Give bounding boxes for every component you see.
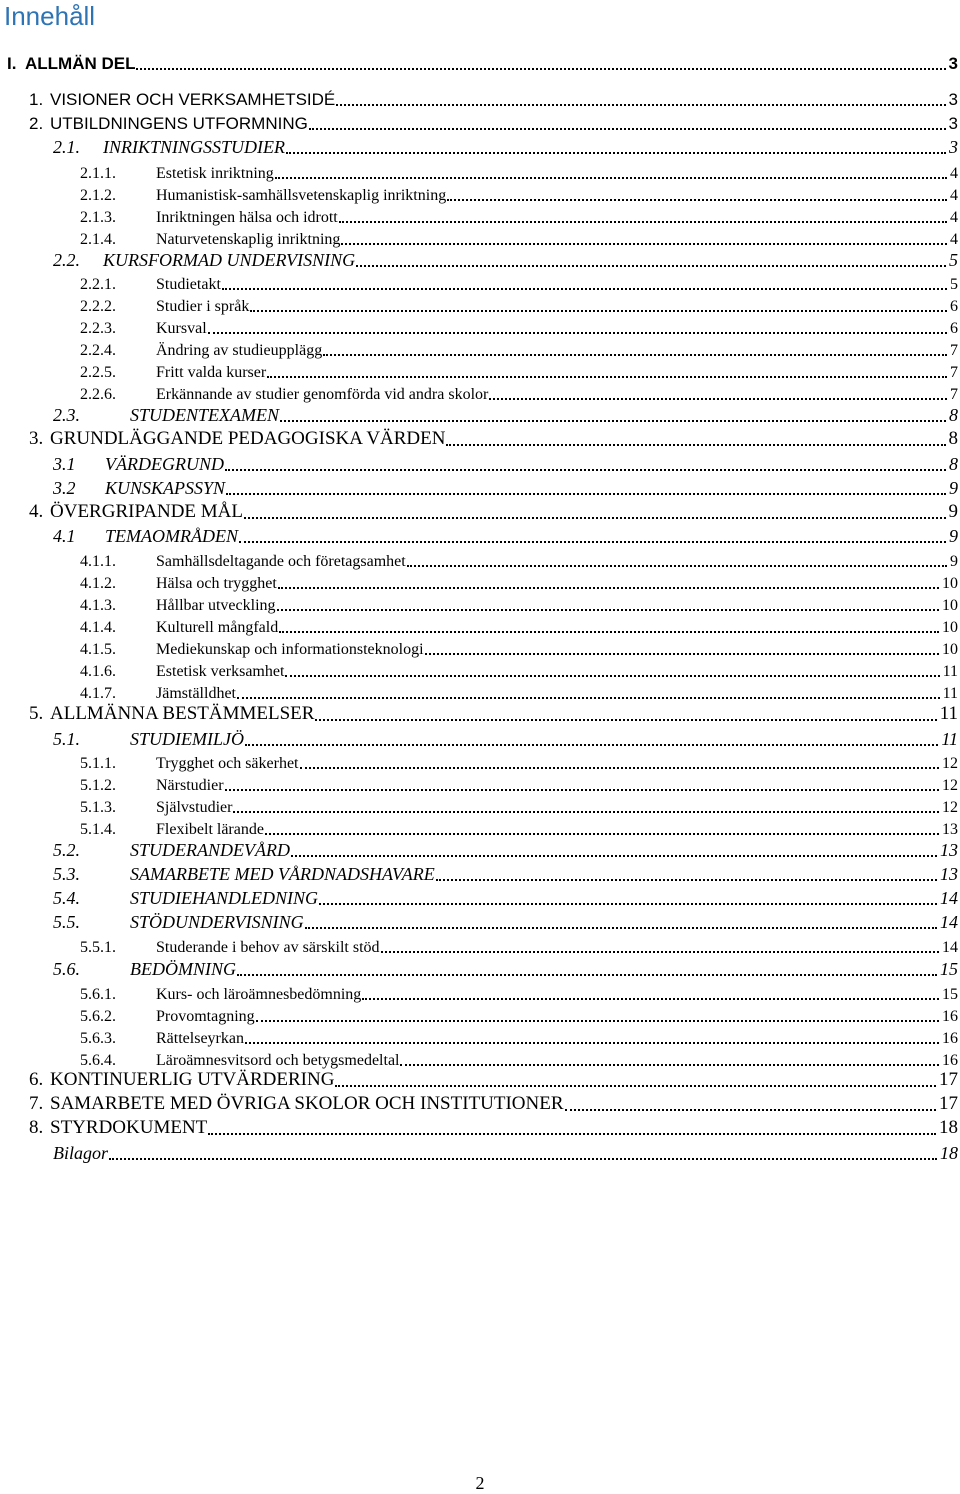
toc-entry-page: 15 xyxy=(942,986,958,1003)
toc-entry-page: 8 xyxy=(949,454,958,474)
toc-entry-number: 5.6. xyxy=(53,959,80,979)
toc-entry-page: 3 xyxy=(949,137,958,157)
toc-entry-page: 11 xyxy=(939,703,958,724)
toc-entry-title: Kulturell mångfald xyxy=(156,619,279,636)
toc-entry-number: 2.1. xyxy=(53,137,80,157)
toc-entry-page: 12 xyxy=(942,799,958,816)
toc-dot-leader xyxy=(225,469,946,471)
toc-entry-page: 4 xyxy=(950,165,958,182)
toc-entry-number: 5.1.2. xyxy=(80,777,116,794)
toc-entry-title: Studietakt xyxy=(156,276,221,293)
toc-entry[interactable] xyxy=(53,525,958,547)
toc-dot-leader xyxy=(265,833,939,835)
toc-dot-leader xyxy=(280,420,946,422)
toc-entry-number: 2.1.2. xyxy=(80,187,116,204)
toc-dot-leader xyxy=(309,128,946,130)
toc-entry-page: 9 xyxy=(950,553,958,570)
toc-dot-leader xyxy=(341,243,947,245)
toc-entry-title: Ändring av studieupplägg xyxy=(156,342,323,359)
toc-dot-leader xyxy=(267,376,947,378)
toc-entry-page: 14 xyxy=(940,888,958,908)
toc-entry-title: KURSFORMAD UNDERVISNING xyxy=(103,250,356,270)
toc-entry-title: KONTINUERLIG UTVÄRDERING xyxy=(50,1069,335,1090)
toc-entry[interactable] xyxy=(80,659,958,681)
toc-dot-leader xyxy=(400,1064,939,1066)
toc-entry-title: Samhällsdeltagande och företagsamhet xyxy=(156,553,406,570)
toc-entry[interactable] xyxy=(80,294,958,316)
toc-entry-title: Kurs- och läroämnesbedömning xyxy=(156,986,362,1003)
toc-entry[interactable] xyxy=(53,404,958,426)
toc-entry-title: INRIKTNINGSSTUDIER xyxy=(103,137,286,157)
toc-entry[interactable] xyxy=(29,703,958,725)
toc-entry[interactable] xyxy=(53,958,958,980)
toc-entry-number: 3.2 xyxy=(53,478,76,498)
toc-dot-leader xyxy=(565,1109,936,1111)
toc-dot-leader xyxy=(239,541,946,543)
toc-dot-leader xyxy=(277,609,939,611)
toc-entry-page: 16 xyxy=(942,1052,958,1069)
toc-entry-title: Trygghet och säkerhet xyxy=(156,755,299,772)
toc-entry[interactable] xyxy=(80,183,958,205)
toc-entry-page: 8 xyxy=(949,405,958,425)
toc-entry-page: 6 xyxy=(950,298,958,315)
toc-entry-page: 3 xyxy=(948,54,958,73)
toc-entry-number: 4.1.1. xyxy=(80,553,116,570)
toc-entry-title: Studier i språk xyxy=(156,298,250,315)
toc-entry-page: 11 xyxy=(941,729,958,749)
toc-entry[interactable] xyxy=(53,1142,958,1164)
toc-entry[interactable] xyxy=(53,839,958,861)
toc-entry[interactable] xyxy=(80,272,958,294)
toc-entry-number: 1. xyxy=(29,90,44,109)
toc-dot-leader xyxy=(425,653,939,655)
toc-entry-title: Erkännande av studier genomförda vid andra skolor xyxy=(156,386,489,403)
toc-entry[interactable] xyxy=(80,773,958,795)
toc-entry-title: Jämställdhet xyxy=(156,685,236,702)
toc-entry-number: 2.2.5. xyxy=(80,364,116,381)
toc-entry-number: 2.2.2. xyxy=(80,298,116,315)
toc-entry-page: 10 xyxy=(942,597,958,614)
toc-entry-number: 5.4. xyxy=(53,888,80,908)
toc-dot-leader xyxy=(225,789,939,791)
toc-entry-page: 14 xyxy=(940,912,958,932)
toc-entry-number: 5.6.3. xyxy=(80,1030,116,1047)
toc-entry[interactable] xyxy=(80,817,958,839)
toc-entry[interactable] xyxy=(80,1004,958,1026)
toc-entry[interactable] xyxy=(29,1117,958,1139)
toc-entry-title: STUDENTEXAMEN xyxy=(130,405,280,425)
toc-dot-leader xyxy=(489,398,947,400)
toc-entry-page: 17 xyxy=(939,1093,958,1114)
toc-entry-title: Studerande i behov av särskilt stöd xyxy=(156,939,380,956)
toc-entry-title: STUDIEMILJÖ xyxy=(130,729,244,749)
toc-entry-number: 4.1.3. xyxy=(80,597,116,614)
toc-entry-page: 6 xyxy=(950,320,958,337)
toc-heading: Innehåll xyxy=(4,1,96,31)
toc-dot-leader xyxy=(256,1020,939,1022)
toc-entry-title: Närstudier xyxy=(156,777,224,794)
toc-entry-title: GRUNDLÄGGANDE PEDAGOGISKA VÄRDEN xyxy=(50,428,446,449)
toc-entry-title: Kursval xyxy=(156,320,207,337)
toc-entry[interactable] xyxy=(80,982,958,1004)
toc-entry-title: Mediekunskap och informationsteknologi xyxy=(156,641,424,658)
toc-dot-leader xyxy=(336,104,945,106)
toc-dot-leader xyxy=(226,493,946,495)
toc-entry[interactable] xyxy=(80,681,958,703)
toc-dot-leader xyxy=(319,903,937,905)
toc-entry[interactable] xyxy=(80,549,958,571)
toc-entry[interactable] xyxy=(7,52,958,74)
toc-entry-page: 12 xyxy=(942,755,958,772)
toc-dot-leader xyxy=(279,631,939,633)
toc-entry-title: STUDIEHANDLEDNING xyxy=(130,888,319,908)
toc-entry-page: 7 xyxy=(950,342,958,359)
toc-entry[interactable] xyxy=(53,477,958,499)
toc-entry-title: Hållbar utveckling xyxy=(156,597,276,614)
toc-entry[interactable] xyxy=(80,1048,958,1070)
toc-entry[interactable] xyxy=(80,227,958,249)
toc-dot-leader xyxy=(233,811,939,813)
toc-entry-page: 13 xyxy=(940,864,958,884)
toc-entry-page: 16 xyxy=(942,1030,958,1047)
toc-dot-leader xyxy=(300,767,940,769)
toc-entry-title: Humanistisk-samhällsvetenskaplig inriktning xyxy=(156,187,447,204)
toc-entry-title: VISIONER OCH VERKSAMHETSIDÉ xyxy=(50,90,336,109)
toc-dot-leader xyxy=(250,310,947,312)
toc-entry-page: 9 xyxy=(948,501,958,522)
toc-entry-number: I. xyxy=(7,54,17,73)
toc-entry-number: 3.1 xyxy=(53,454,76,474)
toc-entry-number: 2. xyxy=(29,114,44,133)
toc-entry-title: KUNSKAPSSYN xyxy=(105,478,226,498)
toc-entry-number: 8. xyxy=(29,1117,44,1138)
toc-dot-leader xyxy=(208,1133,936,1135)
toc-dot-leader xyxy=(446,444,945,446)
toc-entry[interactable] xyxy=(53,911,958,933)
toc-entry[interactable] xyxy=(29,428,958,450)
toc-entry-page: 18 xyxy=(939,1117,958,1138)
toc-dot-leader xyxy=(275,177,947,179)
toc-entry-page: 10 xyxy=(942,619,958,636)
toc-entry-page: 13 xyxy=(942,821,958,838)
toc-entry-title: SAMARBETE MED VÅRDNADSHAVARE xyxy=(130,864,435,884)
toc-entry-number: 2.2.6. xyxy=(80,386,116,403)
toc-entry-title: ALLMÄNNA BESTÄMMELSER xyxy=(50,703,315,724)
toc-entry-title: VÄRDEGRUND xyxy=(105,454,224,474)
toc-dot-leader xyxy=(335,1085,936,1087)
toc-entry-title: Rättelseyrkan xyxy=(156,1030,244,1047)
toc-entry[interactable] xyxy=(80,1026,958,1048)
toc-entry-number: 5.5. xyxy=(53,912,80,932)
toc-entry-number: 5.1.4. xyxy=(80,821,116,838)
toc-entry-number: 7. xyxy=(29,1093,44,1114)
toc-entry-page: 13 xyxy=(940,840,958,860)
toc-entry-title: UTBILDNINGENS UTFORMNING xyxy=(50,114,308,133)
toc-entry-number: 5.1.3. xyxy=(80,799,116,816)
toc-entry-title: SAMARBETE MED ÖVRIGA SKOLOR OCH INSTITUTIONER xyxy=(50,1093,564,1114)
toc-dot-leader xyxy=(222,288,947,290)
toc-entry[interactable] xyxy=(80,615,958,637)
toc-entry-title: Provomtagning xyxy=(156,1008,255,1025)
toc-entry-page: 8 xyxy=(948,428,958,449)
toc-entry[interactable] xyxy=(29,1093,958,1115)
toc-entry-page: 3 xyxy=(948,90,958,109)
toc-dot-leader xyxy=(291,855,937,857)
toc-entry[interactable] xyxy=(53,453,958,475)
toc-entry-page: 10 xyxy=(942,575,958,592)
toc-entry-title: Naturvetenskaplig inriktning xyxy=(156,231,341,248)
toc-entry-page: 16 xyxy=(942,1008,958,1025)
toc-entry-title: BEDÖMNING xyxy=(130,959,236,979)
toc-entry-page: 4 xyxy=(950,231,958,248)
toc-dot-leader xyxy=(323,354,947,356)
toc-entry-number: 6. xyxy=(29,1069,44,1090)
toc-entry-number: 2.1.3. xyxy=(80,209,116,226)
toc-entry-page: 7 xyxy=(950,364,958,381)
toc-entry[interactable] xyxy=(53,887,958,909)
toc-dot-leader xyxy=(245,744,938,746)
toc-entry-page: 18 xyxy=(940,1143,958,1163)
toc-dot-leader xyxy=(245,1042,939,1044)
toc-entry-number: 4.1.6. xyxy=(80,663,116,680)
toc-dot-leader xyxy=(381,951,939,953)
toc-dot-leader xyxy=(237,697,940,699)
toc-entry[interactable] xyxy=(80,338,958,360)
toc-entry-page: 17 xyxy=(939,1069,958,1090)
toc-dot-leader xyxy=(244,517,945,519)
toc-entry-number: 5.6.2. xyxy=(80,1008,116,1025)
toc-dot-leader xyxy=(407,565,947,567)
toc-dot-leader xyxy=(315,719,936,721)
toc-entry-page: 5 xyxy=(949,250,958,270)
toc-entry-number: 4.1.7. xyxy=(80,685,116,702)
toc-dot-leader xyxy=(447,199,947,201)
toc-dot-leader xyxy=(237,974,937,976)
toc-entry-title: Flexibelt lärande xyxy=(156,821,264,838)
toc-entry-title: Bilagor xyxy=(53,1143,109,1163)
toc-entry-number: 2.2.3. xyxy=(80,320,116,337)
toc-entry-page: 4 xyxy=(950,209,958,226)
toc-entry-title: STUDERANDEVÅRD xyxy=(130,840,290,860)
toc-entry[interactable] xyxy=(80,795,958,817)
toc-entry[interactable] xyxy=(80,751,958,773)
toc-entry-title: Läroämnesvitsord och betygsmedeltal xyxy=(156,1052,400,1069)
toc-entry-page: 3 xyxy=(948,114,958,133)
toc-entry-number: 2.2. xyxy=(53,250,80,270)
toc-entry-page: 9 xyxy=(949,526,958,546)
toc-entry-page: 5 xyxy=(950,276,958,293)
toc-entry-page: 14 xyxy=(942,939,958,956)
toc-entry-number: 4.1.5. xyxy=(80,641,116,658)
toc-entry[interactable] xyxy=(80,205,958,227)
page-number: 2 xyxy=(475,1473,485,1493)
toc-entry-number: 5.1.1. xyxy=(80,755,116,772)
toc-entry[interactable] xyxy=(80,593,958,615)
toc-entry[interactable] xyxy=(80,360,958,382)
toc-entry-number: 4. xyxy=(29,501,44,522)
toc-entry-title: Estetisk inriktning xyxy=(156,165,274,182)
toc-dot-leader xyxy=(208,332,947,334)
toc-entry-title: ÖVERGRIPANDE MÅL xyxy=(50,501,244,522)
toc-entry[interactable] xyxy=(80,316,958,338)
toc-dot-leader xyxy=(436,879,937,881)
toc-entry-number: 2.1.4. xyxy=(80,231,116,248)
toc-entry-number: 4.1.4. xyxy=(80,619,116,636)
toc-entry-number: 2.2.4. xyxy=(80,342,116,359)
toc-dot-leader xyxy=(285,675,939,677)
toc-entry[interactable] xyxy=(29,1069,958,1091)
toc-dot-leader xyxy=(305,927,937,929)
toc-entry-title: Fritt valda kurser xyxy=(156,364,267,381)
toc-dot-leader xyxy=(286,152,946,154)
toc-entry-number: 2.2.1. xyxy=(80,276,116,293)
toc-entry[interactable] xyxy=(29,112,958,134)
toc-entry-title: TEMAOMRÅDEN xyxy=(105,526,238,546)
toc-entry-number: 5. xyxy=(29,703,44,724)
toc-entry[interactable] xyxy=(53,136,958,158)
toc-entry-title: Självstudier xyxy=(156,799,233,816)
toc-entry-title: Hälsa och trygghet xyxy=(156,575,277,592)
toc-entry-page: 10 xyxy=(942,641,958,658)
toc-entry-page: 11 xyxy=(942,663,958,680)
toc-entry-title: ALLMÄN DEL xyxy=(25,54,136,73)
toc-entry[interactable] xyxy=(53,728,958,750)
toc-entry-number: 3. xyxy=(29,428,44,449)
toc-entry[interactable] xyxy=(80,935,958,957)
toc-entry[interactable] xyxy=(80,571,958,593)
toc-dot-leader xyxy=(356,265,946,267)
toc-entry-number: 5.6.1. xyxy=(80,986,116,1003)
toc-entry-number: 2.1.1. xyxy=(80,165,116,182)
toc-entry-number: 2.3. xyxy=(53,405,80,425)
toc-entry-number: 5.1. xyxy=(53,729,80,749)
toc-entry-page: 7 xyxy=(950,386,958,403)
toc-entry-number: 5.3. xyxy=(53,864,80,884)
toc-entry[interactable] xyxy=(29,88,958,110)
toc-entry-number: 5.5.1. xyxy=(80,939,116,956)
toc-dot-leader xyxy=(339,221,947,223)
toc-entry-number: 4.1 xyxy=(53,526,76,546)
toc-entry-page: 15 xyxy=(940,959,958,979)
toc-dot-leader xyxy=(362,998,939,1000)
toc-entry-page: 12 xyxy=(942,777,958,794)
toc-dot-leader xyxy=(109,1158,937,1160)
toc-entry-page: 11 xyxy=(942,685,958,702)
toc-dot-leader xyxy=(278,587,939,589)
toc-entry-number: 4.1.2. xyxy=(80,575,116,592)
toc-entry-title: STYRDOKUMENT xyxy=(50,1117,208,1138)
toc-entry-number: 5.2. xyxy=(53,840,80,860)
toc-entry[interactable] xyxy=(53,249,958,271)
toc-dot-leader xyxy=(136,68,945,70)
toc-entry-title: STÖDUNDERVISNING xyxy=(130,912,304,932)
toc-entry[interactable] xyxy=(80,382,958,404)
toc-entry-title: Inriktningen hälsa och idrott xyxy=(156,209,338,226)
toc-entry-title: Estetisk verksamhet xyxy=(156,663,285,680)
toc-entry[interactable] xyxy=(80,637,958,659)
toc-entry[interactable] xyxy=(80,161,958,183)
toc-entry[interactable] xyxy=(53,863,958,885)
toc-entry-page: 4 xyxy=(950,187,958,204)
toc-entry[interactable] xyxy=(29,501,958,523)
toc-entry-number: 5.6.4. xyxy=(80,1052,116,1069)
toc-entry-page: 9 xyxy=(949,478,958,498)
